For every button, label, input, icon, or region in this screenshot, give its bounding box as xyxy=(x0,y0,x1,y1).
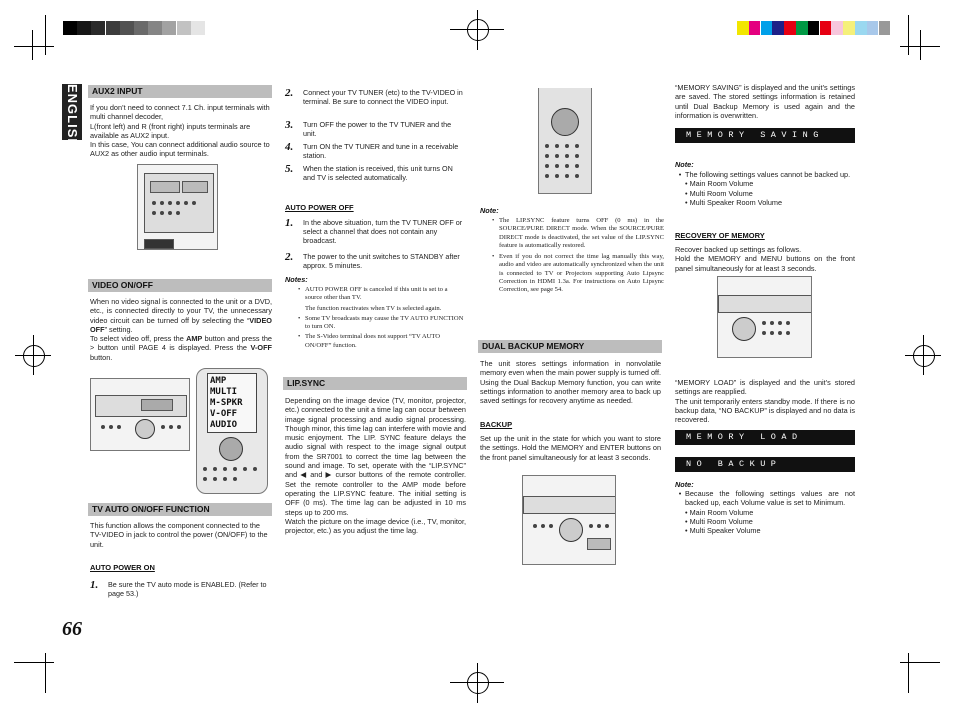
step-text: In the above situation, turn the TV TUNER OFF or select a channel that does not contain any broadcast. xyxy=(303,218,463,246)
note-label: Note: xyxy=(480,206,499,215)
color-swatch xyxy=(831,21,843,35)
tv-auto-step-2 xyxy=(285,120,466,138)
color-swatch xyxy=(784,21,796,35)
grey-swatch xyxy=(63,21,77,35)
auto-power-on-step-1: 1. Be sure the TV auto mode is ENABLED. (Refer to page 53.) xyxy=(90,579,267,599)
color-swatch xyxy=(855,21,867,35)
auto-power-on-subheading: AUTO POWER ON xyxy=(90,563,155,572)
video-on-off-header: VIDEO ON/OFF xyxy=(88,279,272,292)
remote-lcd-screen: AMP MULTI M-SPKR V-OFF AUDIO xyxy=(207,373,257,433)
color-swatch xyxy=(879,21,891,35)
step-text: When the station is received, this unit turns ON and TV is selected automatically. xyxy=(303,164,453,183)
color-swatch xyxy=(820,21,832,35)
auto-power-notes xyxy=(298,286,466,350)
tv-auto-on-off-text: This function allows the component connected to the TV-VIDEO in jack to control the power (ON/OFF) to the unit. xyxy=(90,521,268,549)
step-text: The power to the unit switches to STANDBY after approx. 5 minutes. xyxy=(303,252,460,271)
recovery-of-memory-subheading: RECOVERY OF MEMORY xyxy=(675,231,765,240)
step-number: 2. xyxy=(285,87,294,99)
step-text: Connect your TV TUNER (etc) to the TV-VIDEO in terminal. Be sure to connect the VIDEO input. xyxy=(303,88,463,107)
auto-power-off-step-1 xyxy=(285,218,466,246)
note-item: • Because the following settings values are not backed up, each Volume value is set to Minimum. xyxy=(678,489,855,508)
color-swatch xyxy=(761,21,773,35)
grey-swatch xyxy=(120,21,134,35)
receiver-front-panel-illustration xyxy=(90,378,190,451)
note-item: • Some TV broadcasts may cause the TV AUTO FUNCTION to turn ON. xyxy=(298,314,464,331)
color-swatch xyxy=(737,21,749,35)
remote-control-illustration xyxy=(196,368,268,494)
notes-label: Notes: xyxy=(285,275,308,284)
lcd-memory-load: MEMORY LOAD xyxy=(675,430,855,445)
note-sub-item: • Main Room Volume xyxy=(685,179,754,189)
step-number: 3. xyxy=(285,119,294,131)
grey-swatch xyxy=(191,21,205,35)
color-swatch xyxy=(808,21,820,35)
lip-sync-notes xyxy=(492,217,664,295)
language-tab: ENGLISH xyxy=(62,84,82,140)
color-swatch xyxy=(796,21,808,35)
lcd-memory-saving: MEMORY SAVING xyxy=(675,128,855,143)
video-on-off-text: When no video signal is connected to the unit or a DVD, etc., is connected directly to your TV, the unnecessary video circuit can be turned off by selecting the “VIDEO OFF” setting. To select video off, press the AMP button and press the > button until PAGE 4 is displayed. Press the V-OFF button. xyxy=(90,297,272,362)
grey-swatch xyxy=(134,21,148,35)
tv-auto-step-1 xyxy=(285,88,466,106)
step-number: 4. xyxy=(285,141,294,153)
color-swatch xyxy=(772,21,784,35)
aux2-input-text: If you don’t need to connect 7.1 Ch. input terminals with multi channel decoder, L(front left) and R (front right) inputs terminals are available as AUX2 input. In this case, You can connect additional audio source to AUX2 as other audio input terminals. xyxy=(90,103,270,159)
lcd-no-backup: NO BACKUP xyxy=(675,457,855,472)
note-sub-item: • Main Room Volume xyxy=(685,507,754,517)
note-item: • The LIP.SYNC feature turns OFF (0 ms) in the SOURCE/PURE DIRECT mode. When the SOURCE/PURE DIRECT mode is deactivated, the set value of the LIP.SYNC feature is automatically restored. xyxy=(492,217,664,249)
grey-swatch xyxy=(148,21,162,35)
tv-auto-on-off-header: TV AUTO ON/OFF FUNCTION xyxy=(88,503,272,516)
note-sub-item: • Multi Speaker Volume xyxy=(685,526,761,536)
grey-swatch xyxy=(91,21,105,35)
backup-subheading: BACKUP xyxy=(480,420,513,429)
lip-sync-header: LIP.SYNC xyxy=(283,377,467,390)
dual-backup-memory-header: DUAL BACKUP MEMORY xyxy=(478,340,662,353)
note-sub-item: • Multi Room Volume xyxy=(685,516,753,526)
receiver-rear-illustration xyxy=(137,164,218,250)
grey-swatch xyxy=(162,21,176,35)
note-label: Note: xyxy=(675,160,694,169)
grey-swatch xyxy=(106,21,120,35)
tv-auto-step-4 xyxy=(285,164,466,182)
recovery-note xyxy=(675,489,855,535)
step-text: Turn OFF the power to the TV TUNER and the unit. xyxy=(303,120,452,139)
note-item: • The S-Video terminal does not support “TV AUTO ON/OFF” function. xyxy=(298,333,441,349)
color-swatch xyxy=(749,21,761,35)
auto-power-off-step-2 xyxy=(285,252,466,270)
front-panel-backup-illustration xyxy=(522,475,616,565)
note-sub-item: • Multi Room Volume xyxy=(685,188,753,198)
backup-note xyxy=(675,170,855,207)
memory-saving-intro: “MEMORY SAVING” is displayed and the unit’s settings are saved. The stored settings information is retained until Dual Backup Memory is used again and the information is overwritten. xyxy=(675,83,855,120)
grey-swatch xyxy=(177,21,191,35)
lip-sync-text: Depending on the image device (TV, monitor, projector, etc.) connected to the unit a time lag can occur between image signal processing and audio signal processing. Though minor, this time lag can interfere with movie and music enjoyment. The LIP. SYNC feature delays the audio signal with respect to the image signal output from the SR7001 to correct the time lag between the sound and image. To set, operate with the “LIP.SYNC” and ◀ and ▶ cursor buttons of the remote controller. Set the remote controller to the AMP mode before operating the LIP.SYNC feature. The initial setting is OFF (0 ms). The time lag can be adjusted in 10 ms steps up to 200 ms. Watch the picture on the image device (i.e., TV, monitor, projector, etc.) as you adjust the time lag. xyxy=(285,396,466,536)
step-number: 1. xyxy=(285,217,294,229)
step-number: 2. xyxy=(285,251,294,263)
note-item: • The following settings values cannot be backed up. xyxy=(678,170,851,179)
note-label: Note: xyxy=(675,480,694,489)
note-item: The function reactivates when TV is selected again. xyxy=(305,304,442,312)
step-text: Turn ON the TV TUNER and tune in a receivable station. xyxy=(303,142,459,161)
step-number: 5. xyxy=(285,163,294,175)
tv-auto-step-3 xyxy=(285,142,466,160)
remote-control-lipsync-illustration xyxy=(538,88,592,194)
grey-swatch xyxy=(77,21,91,35)
aux2-input-header: AUX2 INPUT xyxy=(88,85,272,98)
color-swatch xyxy=(867,21,879,35)
backup-text: Set up the unit in the state for which you want to store the settings. Hold the MEMORY and ENTER buttons on the front panel simultaneously for at least 3 seconds. xyxy=(480,434,661,462)
dual-backup-memory-text: The unit stores settings information in nonvolatile memory even when the main power supply is turned off. Using the Dual Backup Memory function, you can write settings information to another memory area to back up saved settings for recovery anytime as needed. xyxy=(480,359,661,406)
note-sub-item: • Multi Speaker Room Volume xyxy=(685,197,783,207)
front-panel-recovery-illustration xyxy=(717,276,812,358)
memory-load-text: “MEMORY LOAD” is displayed and the unit’s stored settings are reapplied. The unit temporarily enters standby mode. If there is no backup data, “NO BACKUP” is displayed and no data is recovered. xyxy=(675,378,855,425)
color-swatch xyxy=(843,21,855,35)
note-item: • AUTO POWER OFF is canceled if this unit is set to a source other than TV. xyxy=(298,286,448,302)
note-item: • Even if you do not correct the time lag manually this way, audio and video are automatically synchronized when the unit is connected to TV or Projectors supporting Auto Lipsync Correction in HDMI 1.3a. For instructions on Auto Lipsync Correction, see page 54. xyxy=(492,253,664,294)
page-number: 66 xyxy=(62,618,82,640)
recovery-text: Recover backed up settings as follows. Hold the MEMORY and MENU buttons on the front panel simultaneously for at least 3 seconds. xyxy=(675,245,855,273)
auto-power-off-subheading: AUTO POWER OFF xyxy=(285,203,354,212)
